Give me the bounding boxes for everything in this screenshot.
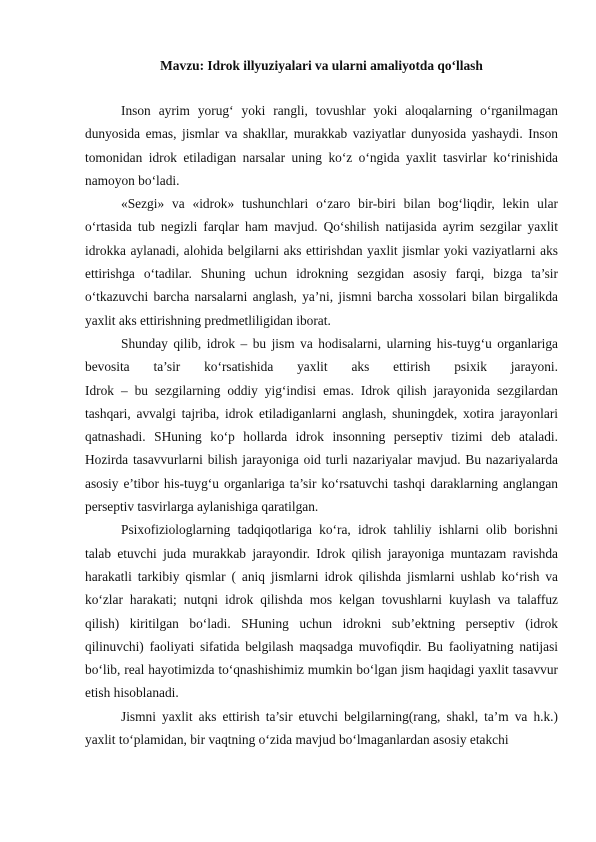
paragraph-1: Inson ayrim yorug‘ yoki rangli, tovushlar yoki aloqalarning o‘rganilmagan dunyosida emas, jismlar va shakllar, murakkab vaziyatlar dunyosida yashaydi. Inson tomonidan idrok etiladigan narsalar uning ko‘z o‘ngida yaxlit tasvirlar ko‘rinishida namoyon bo‘ladi.	[85, 103, 558, 188]
paragraph-4: Idrok – bu sezgilarning oddiy yig‘indisi emas. Idrok qilish jarayonida sezgilardan tashqari, avvalgi tajriba, idrok etiladiganlarni anglash, shuningdek, xotira jarayonlari qatnashadi. SHuning ko‘p hollarda idrok insonning perseptiv tizimi deb ataladi. Hozirda tasavvurlarni bilish jarayoniga oid turli nazariyalar mavjud. Bu nazariyalarda asosiy e’tibor his-tuyg‘u organlariga ta’sir ko‘rsatuvchi tashqi daraklarning anglangan perseptiv tasvirlarga aylanishiga qaratilgan.	[85, 382, 558, 515]
paragraph-5: Psixofiziologlarning tadqiqotlariga ko‘ra, idrok tahliliy ishlarni olib borishni talab etuvchi juda murakkab jarayondir. Idrok qilish jarayoniga muntazam ravishda harakatli tarkibiy qismlar ( aniq jismlarni idrok qilishda jismlarni ushlab ko‘rish va ko‘zlar harakati; nutqni idrok qilishda mos kelgan tovushlarni kuylash va talaffuz qilish) kiritilgan bo‘ladi. SHuning uchun idrokni sub’ektning perseptiv (idrok qilinuvchi) faoliyati sifatida belgilash maqsadga muvofiqdir. Bu faoliyatning natijasi bo‘lib, real hayotimizda to‘qnashishimiz mumkin bo‘lgan jism haqidagi yaxlit tasavvur etish hisoblanadi.	[85, 522, 558, 701]
paragraph-6: Jismni yaxlit aks ettirish ta’sir etuvchi belgilarning(rang, shakl, ta’m va h.k.) yaxlit to‘plamidan, bir vaqtning o‘zida mavjud bo‘lmaganlardan asosiy etakchi	[85, 708, 558, 748]
paragraph-3: Shunday qilib, idrok – bu jism va hodisalarni, ularning his-tuyg‘u organlariga bevosita ta’sir ko‘rsatishida yaxlit aks ettirish psixik jarayoni.	[85, 335, 558, 375]
document-page	[85, 56, 558, 751]
document-title: Mavzu: Idrok illyuziyalari va ularni amaliyotda qo‘llash	[160, 58, 483, 73]
paragraph-2: «Sezgi» va «idrok» tushunchlari o‘zaro bir-biri bilan bog‘liqdir, lekin ular o‘rtasida tub negizli farqlar ham mavjud. Qo‘shilish natijasida ayrim sezgilar yaxlit idrokka aylanadi, alohida belgilarni aks ettirishdan yaxlit jismlar yoki vaziyatlarni aks ettirishga o‘tadilar. Shuning uchun idrokning sezgidan asosiy farqi, bizga ta’sir o‘tkazuvchi barcha narsalarni anglash, ya’ni, jismni barcha xossolari bilan birgalikda yaxlit aks ettirishning predmetliligidan iborat.	[85, 196, 558, 328]
